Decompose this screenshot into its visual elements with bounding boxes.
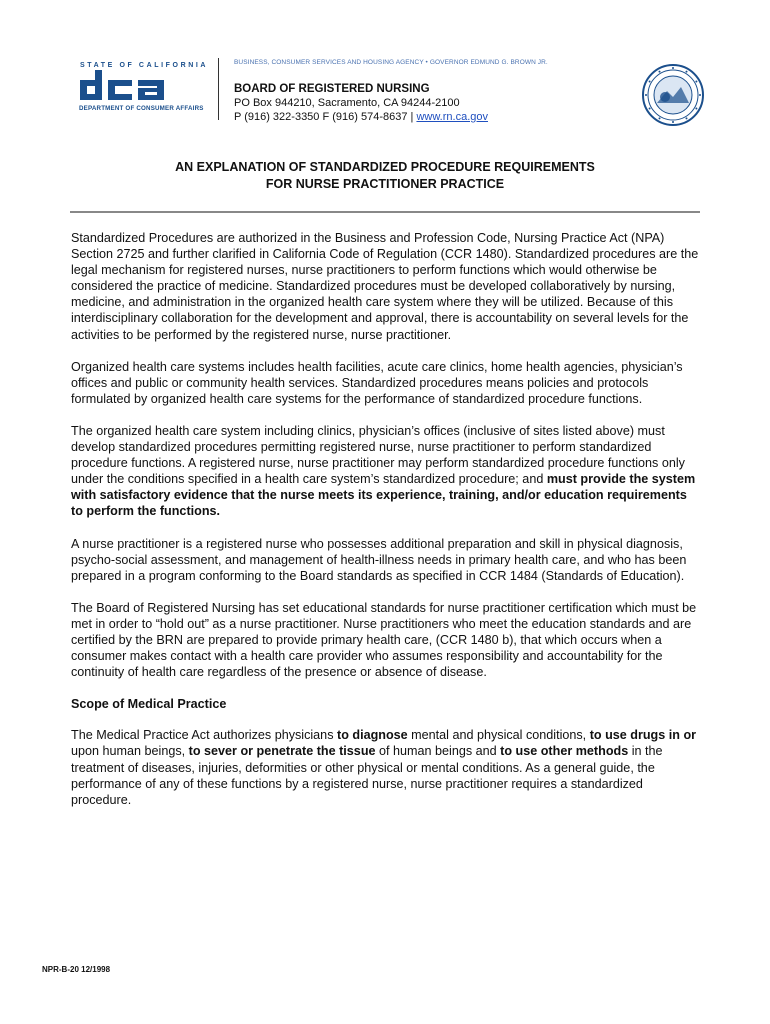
paragraph-text: The organized health care system including clinics, physician’s offices (inclusive of sites listed above) must develop standardized procedures permitting registered nurse, nurse practitioner to perform standardized procedure functions. A registered nurse, nurse practitioner may perform standardized procedure functions only under the conditions specified in a health care system’s standardized procedure; and — [71, 423, 685, 487]
emphasis-text: must provide the system with satisfactory evidence that the nurse meets its experience, training, and/or education requirements to perform the functions. — [71, 472, 696, 519]
board-name: BOARD OF REGISTERED NURSING — [234, 83, 430, 95]
dca-logo — [78, 70, 204, 107]
paragraph-text: in the treatment of diseases, injuries, deformities or other physical or mental conditions. As a general guide, the performance of any of these functions by a registered nurse, nurse practitioner requires a standardized procedure. — [71, 744, 663, 807]
logo-department-text: DEPARTMENT OF CONSUMER AFFAIRS — [79, 105, 204, 112]
phone-fax: P (916) 322-3350 F (916) 574-8637 | — [234, 111, 417, 123]
emphasis-text: to use drugs in or — [589, 728, 697, 743]
title-rule — [70, 211, 700, 213]
contact-line — [234, 111, 488, 123]
emphasis-text: to use other methods — [500, 744, 629, 759]
paragraph-organized-health-care: Organized health care systems includes health facilities, acute care clinics, home health agencies, physician’s offices and public or community health services. Standardized procedures means policies and protocols formulated by organized health care systems for the performance of standardized procedure functions. — [71, 359, 683, 406]
paragraph-text: upon human beings, — [71, 744, 189, 759]
website-link[interactable]: www.rn.ca.gov — [416, 111, 488, 123]
emphasis-text: to sever or penetrate the tissue — [188, 744, 376, 759]
paragraph-text: of human beings and — [375, 744, 501, 759]
logo-state-text: STATE OF CALIFORNIA — [80, 62, 209, 69]
paragraph-standardized-procedures: Standardized Procedures are authorized in the Business and Profession Code, Nursing Practice Act (NPA) Section 2725 and further clarified in California Code of Regulation (CCR 1480). Standardized procedures are the legal mechanism for registered nurses, nurse practitioners to perform functions which would otherwise be considered the practice of medicine. Standardized procedures must be developed collaboratively by nursing, medicine, and administration in the organized health care system where they will be utilized. Because of this interdisciplinary collaboration for the development and approval, there is accountability on several levels for the activities to be performed by the registered nurse, nurse practitioner. — [71, 231, 699, 342]
california-state-seal-icon — [641, 63, 705, 132]
emphasis-text: to diagnose — [337, 728, 408, 743]
section-heading: Scope of Medical Practice — [71, 697, 227, 712]
paragraph-medical-practice-act — [71, 727, 701, 807]
form-code: NPR-B-20 12/1998 — [42, 965, 111, 974]
header-divider — [218, 58, 219, 120]
dca-wordmark-icon — [78, 70, 204, 102]
paragraph-nurse-practitioner-definition: A nurse practitioner is a registered nurse who possesses additional preparation and skill in physical diagnosis, psycho-social assessment, and management of health-illness needs in primary health care, and who has been prepared in a program conforming to the Board standards as specified in CCR 1484 (Standards of Education). — [71, 536, 687, 583]
document-body — [71, 230, 701, 824]
document-title-line-1: AN EXPLANATION OF STANDARDIZED PROCEDURE REQUIREMENTS — [175, 160, 595, 174]
agency-line: BUSINESS, CONSUMER SERVICES AND HOUSING AGENCY • GOVERNOR EDMUND G. BROWN JR. — [234, 59, 548, 66]
paragraph-system-requirements — [71, 423, 701, 520]
paragraph-educational-standards: The Board of Registered Nursing has set educational standards for nurse practitioner certification which must be met in order to “hold out” as a nurse practitioner. Nurse practitioners who meet the education standards and are certified by the BRN are prepared to provide primary health care, (CCR 1480 b), that which occurs when a consumer makes contact with a health care provider who assumes responsibility and accountability for the continuity of health care regardless of the presence or absence of disease. — [71, 600, 697, 680]
paragraph-text: The Medical Practice Act authorizes physicians — [71, 728, 337, 743]
mailing-address: PO Box 944210, Sacramento, CA 94244-2100 — [234, 97, 460, 109]
document-title-line-2: FOR NURSE PRACTITIONER PRACTICE — [265, 177, 505, 191]
paragraph-text: mental and physical conditions, — [407, 728, 590, 743]
